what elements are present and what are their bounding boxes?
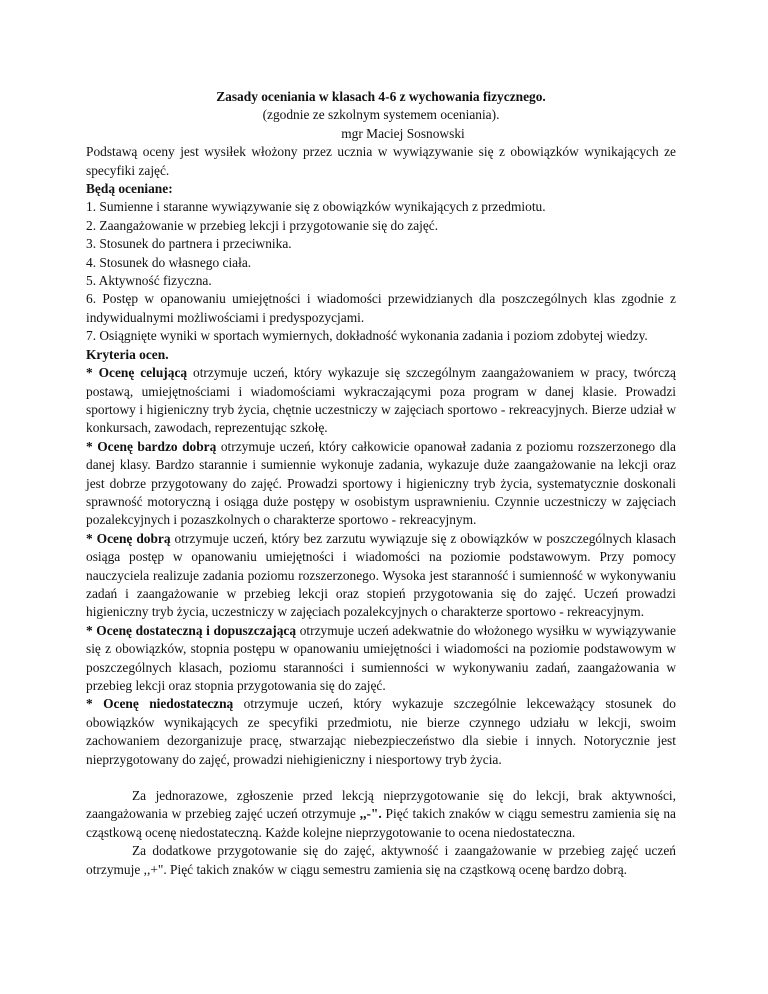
intro-paragraph: Podstawą oceny jest wysiłek włożony przez ucznia w wywiązywanie się z obowiązków wynikających ze specyfiki zajęć. — [86, 144, 676, 178]
criteria-grade-text: otrzymuje uczeń adekwatnie do włożonego wysiłku w wywiązywanie się z obowiązków, stopnia postępu w opanowaniu umiejętności i wiadomości na poziomie podstawowym w poszczególnych klasach, poziomu staranności i sumienności w wykonywaniu zadań, zaangażowania w przebieg lekcji oraz stopnia przygotowania się do zajęć. — [86, 622, 676, 693]
criteria-paragraph — [86, 438, 676, 530]
criteria-grade-text: otrzymuje uczeń, który całkowicie opanował zadania z poziomu rozszerzonego dla danej klasy. Bardzo starannie i sumiennie wykonuje zadania, wykazuje duże zaangażowanie na lekcji oraz jest dobrze przygotowany do zajęć. Prowadzi sportowy i higieniczny tryb życia, systematycznie doskonali sprawność motoryczną i osiąga duże postępy w osobistym usprawnieniu. Czynnie uczestniczy w zajęciach pozalekcyjnych i pozaszkolnych o charakterze sportowo - rekreacyjnym. — [86, 438, 676, 528]
note-plus-paragraph: Za dodatkowe przygotowanie się do zajęć, aktywność i zaangażowanie w przebieg zajęć uczeń otrzymuje ,,+". Pięć takich znaków w ciągu semestru zamienia się na cząstkową ocenę bardzo dobrą. — [86, 843, 676, 877]
criteria-grade-label: * Ocenę niedostateczną — [86, 696, 234, 712]
criteria-heading: Kryteria ocen. — [86, 346, 169, 362]
minus-mark: ,,-". — [359, 806, 382, 822]
assessed-item: 3. Stosunek do partnera i przeciwnika. — [86, 236, 292, 252]
criteria-paragraph — [86, 530, 676, 622]
criteria-grade-text: otrzymuje uczeń, który wykazuje szczególnie lekceważący stosunek do obowiązków wynikających ze specyfiki przedmiotu, nie bierze czynnego udziału w lekcji, swoim zachowaniem dezorganizuje pracę, stwarzając niebezpieczeństwo dla siebie i innych. Notorycznie jest nieprzygotowany do zajęć, prowadzi niehigieniczny i niesportowy tryb życia. — [86, 696, 676, 767]
criteria-paragraph — [86, 622, 676, 696]
assessed-item: 4. Stosunek do własnego ciała. — [86, 254, 252, 270]
criteria-grade-label: * Ocenę dostateczną i dopuszczającą — [86, 622, 297, 638]
note-minus-text: Za jednorazowe, zgłoszenie przed lekcją nieprzygotowanie się do lekcji, brak aktywności, zaangażowania w przebieg zajęć uczeń otrzymuje — [86, 788, 676, 822]
criteria-paragraph — [86, 364, 676, 438]
assessed-heading: Będą oceniane: — [86, 181, 173, 197]
document-subtitle: (zgodnie ze szkolnym systemem oceniania). — [262, 107, 500, 123]
document-title: Zasady oceniania w klasach 4-6 z wychowania fizycznego. — [216, 89, 546, 104]
criteria-paragraph — [86, 695, 676, 769]
criteria-grade-text: otrzymuje uczeń, który wykazuje się szczególnym zaangażowaniem w pracy, twórczą postawą, umiejętnościami i wiadomościami wykraczającymi poza program w danej klasie. Prowadzi sportowy i higieniczny tryb życia, chętnie uczestniczy w zajęciach sportowo - rekreacyjnych. Bierze udział w konkursach, zawodach, reprezentując szkołę. — [86, 365, 676, 436]
assessed-item: 5. Aktywność fizyczna. — [86, 273, 212, 289]
document-page — [86, 88, 676, 879]
document-author: mgr Maciej Sosnowski — [341, 125, 465, 141]
note-minus-text-end: Pięć takich znaków w ciągu semestru zamienia się na cząstkową ocenę niedostateczną. Każde kolejne nieprzygotowanie to ocena niedostateczna. — [86, 806, 676, 840]
assessed-item: 7. Osiągnięte wyniki w sportach wymiernych, dokładność wykonania zadania i poziom zdobytej wiedzy. — [86, 328, 648, 344]
assessed-item: 6. Postęp w opanowaniu umiejętności i wiadomości przewidzianych dla poszczególnych klas zgodnie z indywidualnymi możliwościami i predyspozycjami. — [86, 291, 676, 325]
assessed-item: 1. Sumienne i staranne wywiązywanie się z obowiązków wynikających z przedmiotu. — [86, 199, 546, 215]
note-minus-paragraph — [86, 787, 676, 842]
paragraph-spacer — [86, 769, 676, 787]
criteria-grade-text: otrzymuje uczeń, który bez zarzutu wywiązuje się z obowiązków w poszczególnych klasach osiąga postęp w opanowaniu umiejętności i wiadomości na poziomie podstawowym. Przy pomocy nauczyciela realizuje zadania poziomu rozszerzonego. Wysoka jest staranność i sumienność w wykonywaniu zadań i zaangażowanie w przebieg lekcji oraz stopień przygotowania się do zajęć. Uczeń prowadzi higieniczny tryb życia, uczestniczy w zajęciach pozalekcyjnych o charakterze sportowo - rekreacyjnym. — [86, 530, 676, 620]
assessed-item: 2. Zaangażowanie w przebieg lekcji i przygotowanie się do zajęć. — [86, 217, 439, 233]
criteria-grade-label: * Ocenę dobrą — [86, 530, 171, 546]
criteria-grade-label: * Ocenę bardzo dobrą — [86, 438, 217, 454]
criteria-grade-label: * Ocenę celującą — [86, 365, 188, 381]
